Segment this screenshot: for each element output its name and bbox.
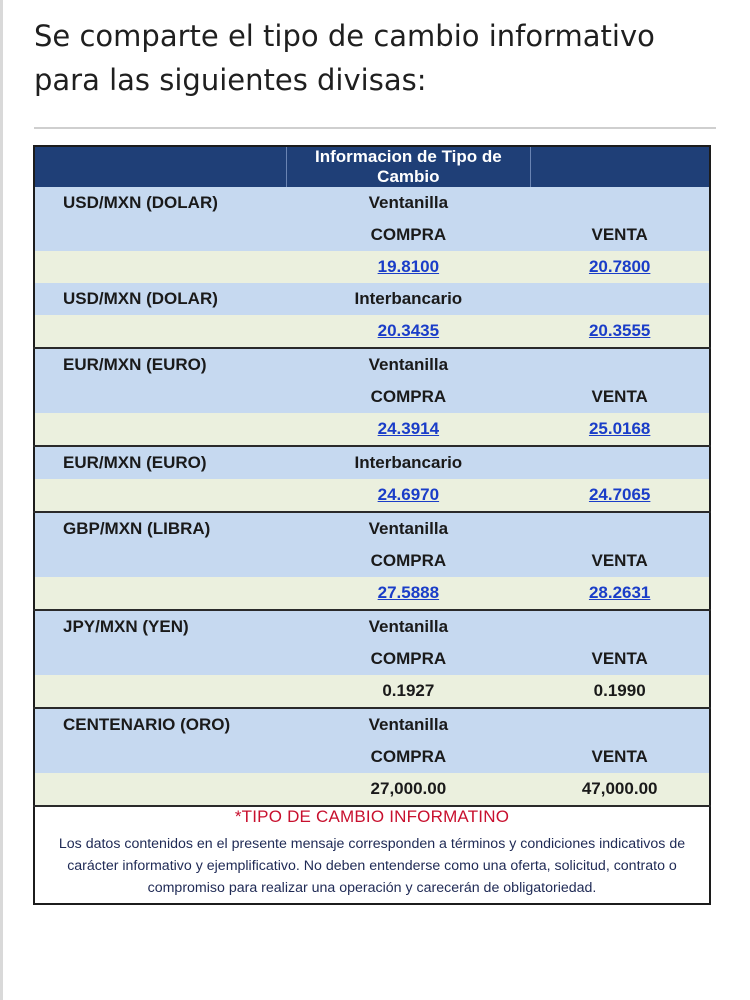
table-row	[34, 315, 710, 348]
currency-pair: USD/MXN (DOLAR)	[34, 283, 286, 315]
compra-rate: 27,000.00	[286, 773, 530, 806]
table-row	[34, 413, 710, 446]
compra-rate-link[interactable]: 19.8100	[377, 257, 440, 276]
disclaimer-text: Los datos contenidos en el presente mensaje corresponden a términos y condiciones indicativos de carácter informativo y ejemplificativo. No deben entenderse como una oferta, solicitud, contrato o compromiso para realizar una operación y carecerán de obligatoriedad.	[58, 836, 686, 896]
disclaimer	[34, 806, 710, 904]
rate-type: Ventanilla	[286, 348, 530, 381]
compra-rate-link[interactable]: 20.3435	[377, 321, 440, 340]
table-header-title: Informacion de Tipo de Cambio	[286, 146, 530, 187]
table-row	[34, 381, 710, 413]
currency-pair: CENTENARIO (ORO)	[34, 708, 286, 741]
table-row	[34, 348, 710, 381]
disclaimer-title: *TIPO DE CAMBIO INFORMATINO	[234, 807, 510, 826]
venta-rate-link[interactable]: 24.7065	[588, 485, 651, 504]
intro-text: Se comparte el tipo de cambio informativo para las siguientes divisas:	[34, 19, 655, 97]
rate-type: Interbancario	[286, 446, 530, 479]
compra-label: COMPRA	[286, 643, 530, 675]
rate-type: Ventanilla	[286, 187, 530, 219]
table-row	[34, 545, 710, 577]
compra-label: COMPRA	[286, 219, 530, 251]
compra-label: COMPRA	[286, 381, 530, 413]
venta-rate-link[interactable]: 20.7800	[588, 257, 651, 276]
table-row	[34, 283, 710, 315]
table-row	[34, 643, 710, 675]
venta-label: VENTA	[530, 545, 710, 577]
venta-label: VENTA	[530, 643, 710, 675]
venta-rate-link[interactable]: 25.0168	[588, 419, 651, 438]
rate-type: Ventanilla	[286, 512, 530, 545]
venta-rate: 0.1990	[530, 675, 710, 708]
currency-pair: EUR/MXN (EURO)	[34, 446, 286, 479]
table-row	[34, 187, 710, 219]
table-row	[34, 708, 710, 741]
table-row	[34, 219, 710, 251]
table-row	[34, 675, 710, 708]
table-row	[34, 446, 710, 479]
compra-label: COMPRA	[286, 545, 530, 577]
table-row	[34, 773, 710, 806]
compra-rate-link[interactable]: 24.6970	[377, 485, 440, 504]
rate-type: Ventanilla	[286, 610, 530, 643]
venta-rate-link[interactable]: 20.3555	[588, 321, 651, 340]
exchange-rate-table	[33, 145, 711, 905]
left-edge-divider	[0, 0, 3, 1000]
horizontal-divider	[34, 127, 716, 129]
compra-rate-link[interactable]: 24.3914	[377, 419, 440, 438]
currency-pair: USD/MXN (DOLAR)	[34, 187, 286, 219]
rate-type: Interbancario	[286, 283, 530, 315]
table-row	[34, 610, 710, 643]
table-header-row	[34, 146, 710, 187]
compra-rate-link[interactable]: 27.5888	[377, 583, 440, 602]
venta-rate: 47,000.00	[530, 773, 710, 806]
compra-rate: 0.1927	[286, 675, 530, 708]
table-row	[34, 577, 710, 610]
rate-type: Ventanilla	[286, 708, 530, 741]
venta-label: VENTA	[530, 381, 710, 413]
currency-pair: JPY/MXN (YEN)	[34, 610, 286, 643]
venta-label: VENTA	[530, 219, 710, 251]
table-row	[34, 512, 710, 545]
venta-rate-link[interactable]: 28.2631	[588, 583, 651, 602]
table-row	[34, 479, 710, 512]
disclaimer-row	[34, 806, 710, 904]
currency-pair: EUR/MXN (EURO)	[34, 348, 286, 381]
currency-pair: GBP/MXN (LIBRA)	[34, 512, 286, 545]
table-row	[34, 741, 710, 773]
table-row	[34, 251, 710, 283]
compra-label: COMPRA	[286, 741, 530, 773]
venta-label: VENTA	[530, 741, 710, 773]
